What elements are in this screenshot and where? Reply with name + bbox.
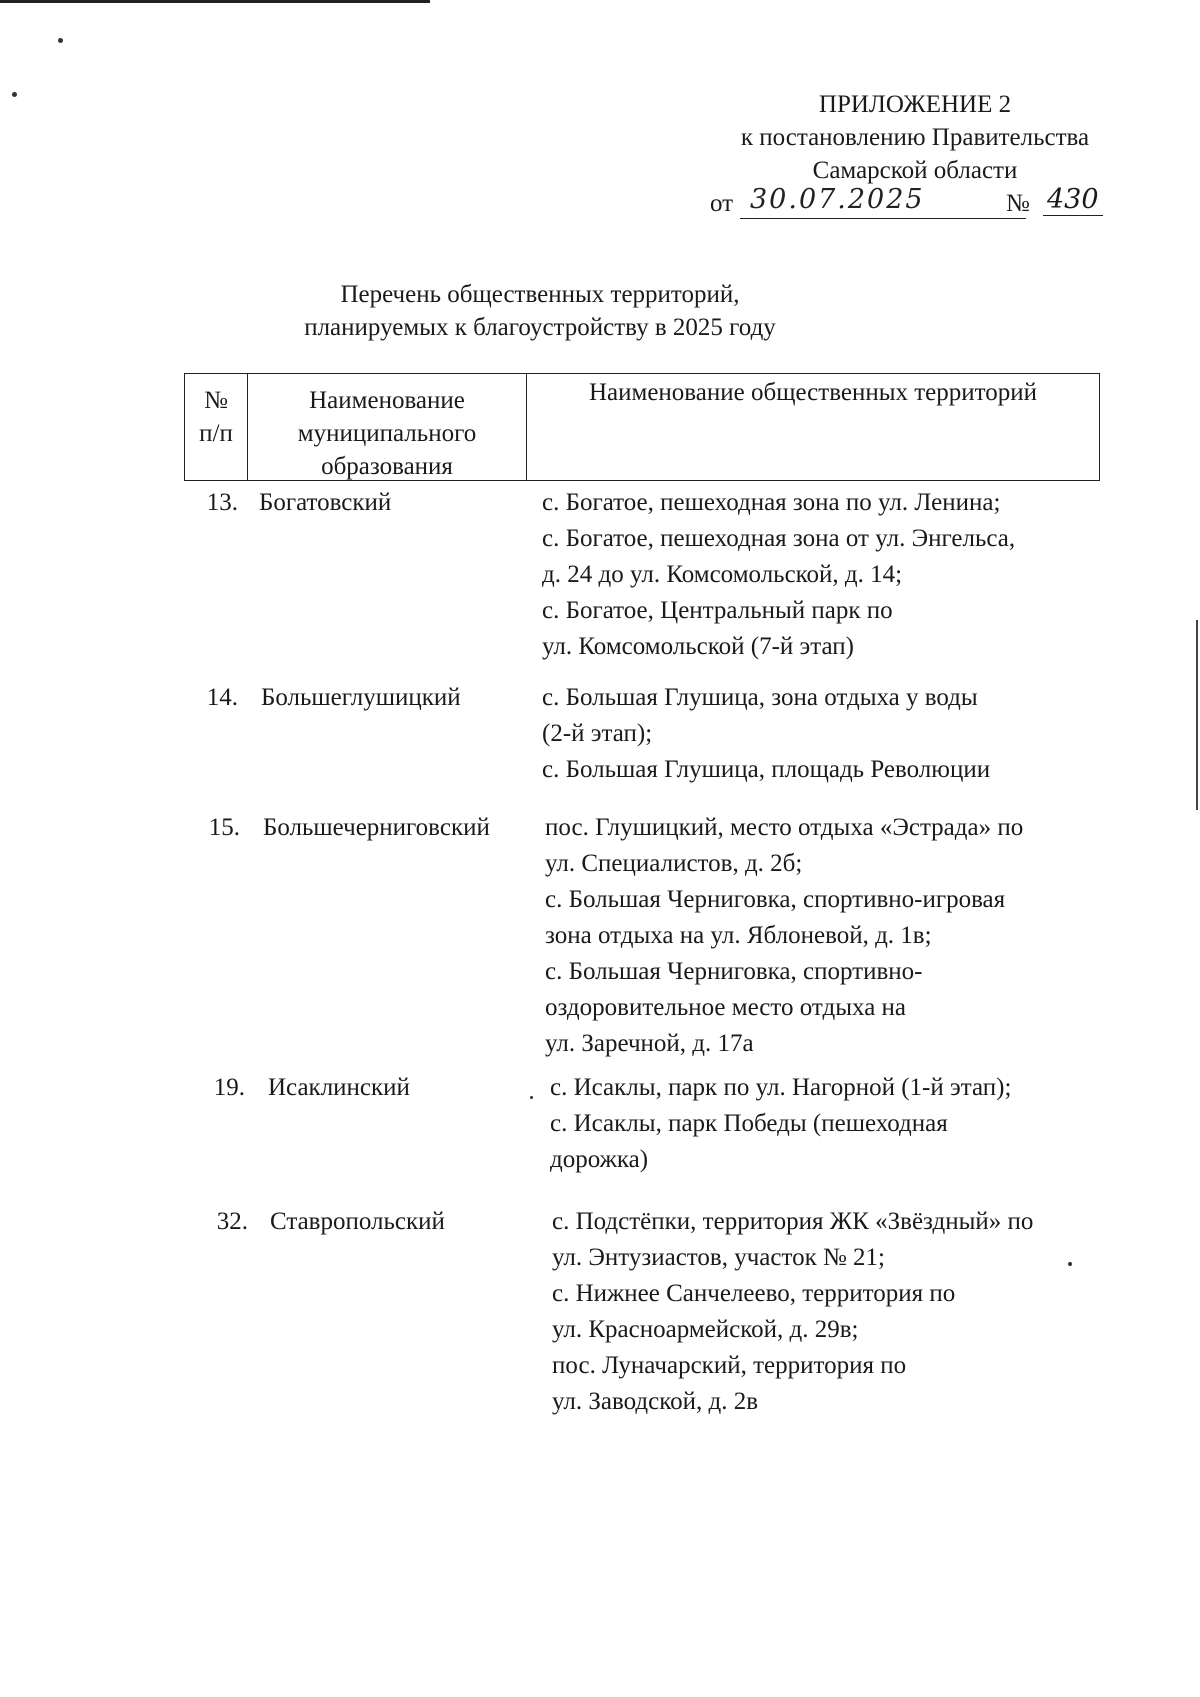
- number-label: №: [1006, 190, 1030, 217]
- territory-list: [550, 1070, 1130, 1178]
- municipality-name: Большеглушицкий: [261, 684, 461, 711]
- document-title: [300, 278, 780, 344]
- territory-line: ул. Комсомольской (7-й этап): [542, 633, 854, 660]
- territory-line: ул. Заречной, д. 17а: [545, 1030, 754, 1057]
- territory-line: с. Богатое, Центральный парк по: [542, 597, 893, 624]
- territory-line: с. Исаклы, парк по ул. Нагорной (1-й этап);: [550, 1074, 1012, 1101]
- document-title-line: Перечень общественных территорий,: [340, 281, 740, 308]
- document-title-line: планируемых к благоустройству в 2025 году: [304, 314, 776, 341]
- territory-line: ул. Специалистов, д. 2б;: [545, 850, 803, 877]
- territory-line: с. Исаклы, парк Победы (пешеходная: [550, 1110, 948, 1137]
- territory-line: дорожка): [550, 1146, 649, 1173]
- appendix-subtitle-line: Самарской области: [812, 157, 1018, 184]
- header-cell-number: № п/п: [185, 374, 248, 480]
- row-number: 13.: [206, 489, 238, 516]
- territory-list: [552, 1204, 1132, 1420]
- header-cell-territories: Наименование общественных территорий: [588, 379, 1038, 406]
- municipality-name: Исаклинский: [268, 1074, 410, 1101]
- territory-line: с. Богатое, пешеходная зона по ул. Ленина;: [542, 489, 1001, 516]
- territory-line: ул. Заводской, д. 2в: [552, 1388, 759, 1415]
- territory-line: пос. Глушицкий, место отдыха «Эстрада» по: [545, 814, 1024, 841]
- territory-line: ул. Энтузиастов, участок № 21;: [552, 1244, 886, 1271]
- table-header: [184, 373, 1100, 481]
- territory-line: оздоровительное место отдыха на: [545, 994, 907, 1021]
- row-number: 15.: [208, 814, 240, 841]
- header-cell-municipality: Наименование муниципального образования: [248, 374, 527, 480]
- handwritten-date: 30.07.2025: [740, 184, 1026, 219]
- appendix-subtitle-line: к постановлению Правительства: [740, 124, 1090, 151]
- territory-line: пос. Луначарский, территория по: [552, 1352, 907, 1379]
- handwritten-number: 430: [1043, 184, 1103, 216]
- territory-line: зона отдыха на ул. Яблоневой, д. 1в;: [545, 922, 932, 949]
- territory-line: с. Большая Глушица, площадь Революции: [542, 756, 991, 783]
- municipality-name: Ставропольский: [270, 1208, 445, 1235]
- scan-edge-right: [1196, 620, 1198, 810]
- appendix-title: ПРИЛОЖЕНИЕ 2: [818, 91, 1012, 118]
- row-number: 19.: [213, 1074, 245, 1101]
- territory-line: (2-й этап);: [542, 720, 653, 747]
- territory-line: д. 24 до ул. Комсомольской, д. 14;: [542, 561, 903, 588]
- appendix-header: [680, 88, 1150, 187]
- territory-line: с. Нижнее Санчелеево, территория по: [552, 1280, 956, 1307]
- territory-list: [542, 485, 1122, 665]
- territory-line: с. Большая Черниговка, спортивно-игровая: [545, 886, 1006, 913]
- date-prefix: от: [710, 190, 734, 217]
- territory-list: [545, 810, 1125, 1062]
- row-number: 32.: [216, 1208, 248, 1235]
- scan-edge-top: [0, 0, 430, 6]
- scan-speck: [530, 1096, 533, 1099]
- scan-speck: [12, 92, 17, 97]
- territory-line: с. Большая Глушица, зона отдыха у воды: [542, 684, 978, 711]
- territory-list: [542, 680, 1122, 788]
- territory-line: ул. Красноармейской, д. 29в;: [552, 1316, 859, 1343]
- scan-speck: [58, 38, 63, 43]
- municipality-name: Богатовский: [259, 489, 392, 516]
- territory-line: с. Большая Черниговка, спортивно-: [545, 958, 923, 985]
- territory-line: с. Богатое, пешеходная зона от ул. Энгельса,: [542, 525, 1016, 552]
- row-number: 14.: [206, 684, 238, 711]
- municipality-name: Большечерниговский: [263, 814, 490, 841]
- territory-line: с. Подстёпки, территория ЖК «Звёздный» по: [552, 1208, 1034, 1235]
